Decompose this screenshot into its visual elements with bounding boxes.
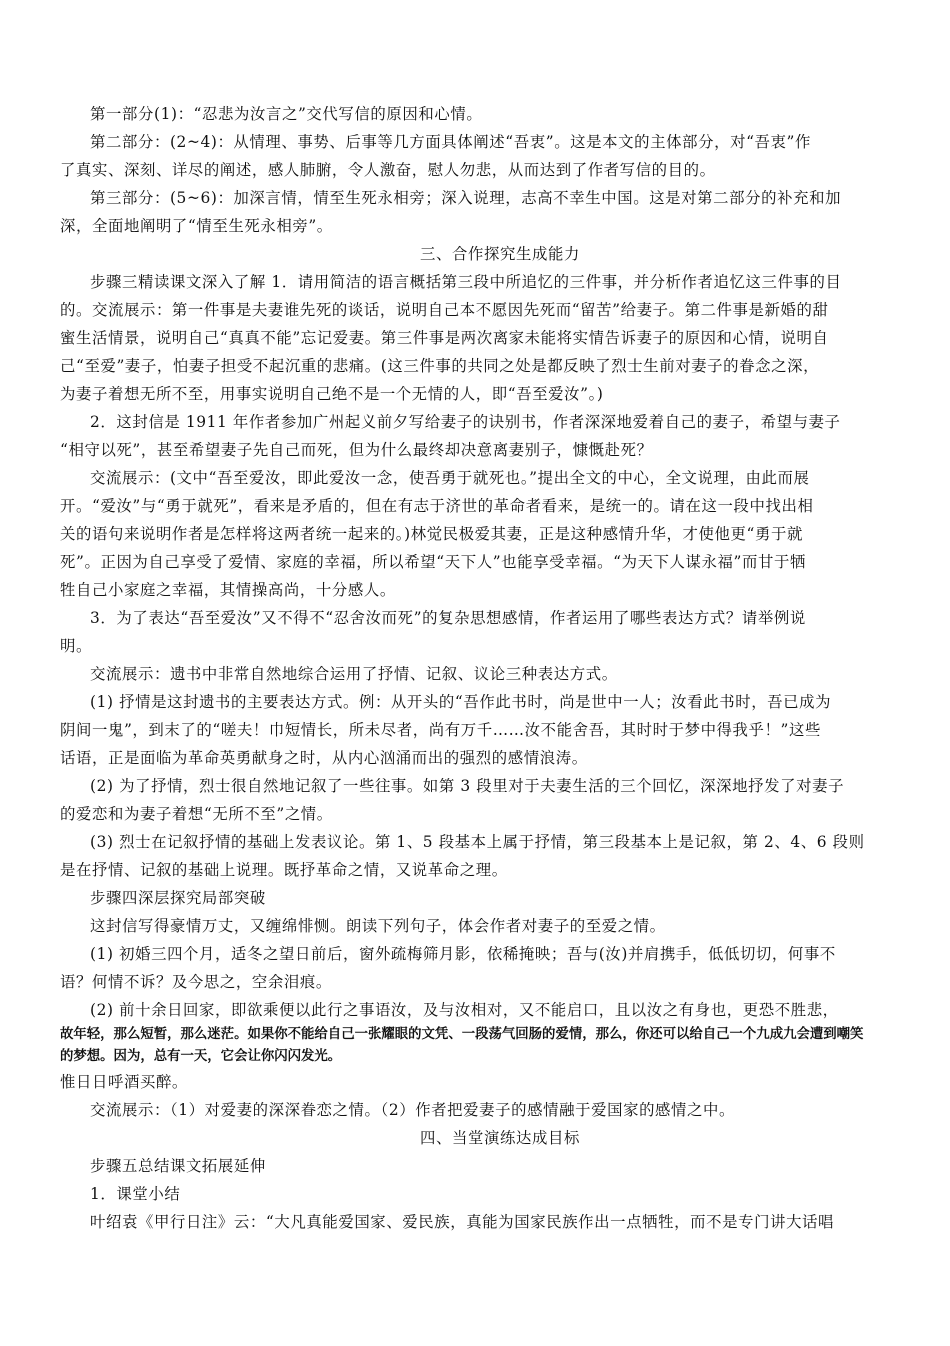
question-2-line-1: 2．这封信是 1911 年作者参加广州起义前夕写给妻子的诀别书，作者深深地爱着自己的妻子，希望与妻子 bbox=[90, 413, 841, 431]
answer-2-line-4: 死”。正因为自己享受了爱情、家庭的幸福，所以希望“天下人”也能享受幸福。“为天下人谋永福”而甘于牺 bbox=[60, 553, 806, 571]
step-three-line-4: 己“至爱”妻子，怕妻子担受不起沉重的悲痛。(这三件事的共同之处是都反映了烈士生前对妻子的眷念之深， bbox=[60, 357, 820, 375]
question-3-line-1: 3．为了表达“吾至爱汝”又不得不“忍舍汝而死”的复杂思想感情，作者运用了哪些表达方式？请举例说 bbox=[90, 609, 806, 627]
item-3-line-2: 是在抒情、记叙的基础上说理。既抒革命之情，又说革命之理。 bbox=[60, 861, 508, 879]
step-three-line-5: 为妻子着想无所不至，用事实说明自己绝不是一个无情的人，即“吾至爱汝”。) bbox=[60, 385, 604, 403]
sentence-2-line-1: (2) 前十余日回家，即欲乘便以此行之事语汝，及与汝相对，又不能启口，且以汝之有身也，更恐不胜悲， bbox=[90, 1001, 839, 1019]
item-1-line-1: (1) 抒情是这封遗书的主要表达方式。例：从开头的“吾作此书时，尚是世中一人；汝看此书时，吾已成为 bbox=[90, 693, 832, 711]
step-four-intro: 这封信写得豪情万丈，又缠绵悱恻。朗读下列句子，体会作者对妻子的至爱之情。 bbox=[90, 917, 666, 935]
inset-bold-line-1: 故年轻，那么短暂，那么迷茫。如果你不能给自己一张耀眼的文凭、一段荡气回肠的爱情，那么，你还可以给自己一个九成九会遭到嘲笑 bbox=[60, 1027, 864, 1042]
class-summary-heading: 1．课堂小结 bbox=[90, 1185, 181, 1203]
item-2-line-1: (2) 为了抒情，烈士很自然地记叙了一些往事。如第 3 段里对于夫妻生活的三个回忆，深深地抒发了对妻子 bbox=[90, 777, 845, 795]
part-two-line-1: 第二部分：(2~4)：从情理、事势、后事等几方面具体阐述“吾衷”。这是本文的主体部分，对“吾衷”作 bbox=[90, 133, 811, 151]
inset-bold-line-2: 的梦想。因为，总有一天，它会让你闪闪发光。 bbox=[60, 1049, 342, 1064]
answer-2-line-1: 交流展示：(文中“吾至爱汝，即此爱汝一念，使吾勇于就死也。”提出全文的中心，全文说理，由此而展 bbox=[90, 469, 810, 487]
item-2-line-2: 的爱恋和为妻子着想“无所不至”之情。 bbox=[60, 805, 333, 823]
sentence-1-line-1: (1) 初婚三四个月，适冬之望日前后，窗外疏梅筛月影，依稀掩映；吾与(汝)并肩携手，低低切切，何事不 bbox=[90, 945, 836, 963]
step-four-heading: 步骤四深层探究局部突破 bbox=[90, 889, 266, 907]
answer-2-line-2: 开。“爱汝”与“勇于就死”，看来是矛盾的，但在有志于济世的革命者看来，是统一的。请在这一段中找出相 bbox=[60, 497, 814, 515]
part-three-line-1: 第三部分：(5~6)：加深言情，情至生死永相旁；深入说理，志高不幸生中国。这是对第二部分的补充和加 bbox=[90, 189, 842, 207]
step-four-answer: 交流展示：（1）对爱妻的深深眷恋之情。（2）作者把爱妻子的感情融于爱国家的感情之中。 bbox=[90, 1101, 736, 1119]
question-3-line-2: 明。 bbox=[60, 637, 92, 655]
step-five-heading: 步骤五总结课文拓展延伸 bbox=[90, 1157, 266, 1175]
part-three-line-2: 深，全面地阐明了“情至生死永相旁”。 bbox=[60, 217, 333, 235]
sentence-2-end: 惟日日呼酒买醉。 bbox=[60, 1073, 188, 1091]
part-one: 第一部分(1)：“忍悲为汝言之”交代写信的原因和心情。 bbox=[90, 105, 483, 123]
answer-3: 交流展示：遗书中非常自然地综合运用了抒情、记叙、议论三种表达方式。 bbox=[90, 665, 618, 683]
question-2-line-2: “相守以死”，甚至希望妻子先自己而死，但为什么最终却决意离妻别子，慷慨赴死？ bbox=[60, 441, 653, 459]
sentence-1-line-2: 语？何情不诉？及今思之，空余泪痕。 bbox=[60, 973, 332, 991]
item-3-line-1: (3) 烈士在记叙抒情的基础上发表议论。第 1、5 段基本上属于抒情，第三段基本上是记叙，第 2、4、6 段则 bbox=[90, 833, 865, 851]
section-heading-4: 四、当堂演练达成目标 bbox=[420, 1129, 580, 1147]
answer-2-line-3: 关的语句来说明作者是怎样将这两者统一起来的。)林觉民极爱其妻，正是这种感情升华，才使他更“勇于就 bbox=[60, 525, 803, 543]
answer-2-line-5: 牲自己小家庭之幸福，其情操高尚，十分感人。 bbox=[60, 581, 396, 599]
item-1-line-3: 话语，正是面临为革命英勇献身之时，从内心汹涌而出的强烈的感情浪涛。 bbox=[60, 749, 588, 767]
item-1-line-2: 阴间一鬼”，到末了的“嗟夫！巾短情长，所未尽者，尚有万千……汝不能舍吾，其时时于梦中得我乎！”这些 bbox=[60, 721, 821, 739]
section-heading-3: 三、合作探究生成能力 bbox=[420, 245, 580, 263]
part-two-line-2: 了真实、深刻、详尽的阐述，感人肺腑，令人激奋，慰人勿悲，从而达到了作者写信的目的。 bbox=[60, 161, 716, 179]
summary-text-line-1: 叶绍袁《甲行日注》云：“大凡真能爱国家、爱民族，真能为国家民族作出一点牺牲，而不是专门讲大话唱 bbox=[90, 1213, 835, 1231]
step-three-line-2: 的。交流展示：第一件事是夫妻谁先死的谈话，说明自己本不愿因先死而“留苦”给妻子。第二件事是新婚的甜 bbox=[60, 301, 829, 319]
step-three-line-3: 蜜生活情景，说明自己“真真不能”忘记爱妻。第三件事是两次离家未能将实情告诉妻子的原因和心情，说明自 bbox=[60, 329, 829, 347]
step-three-line-1: 步骤三精读课文深入了解 1．请用简洁的语言概括第三段中所追忆的三件事，并分析作者追忆这三件事的目 bbox=[90, 273, 842, 291]
